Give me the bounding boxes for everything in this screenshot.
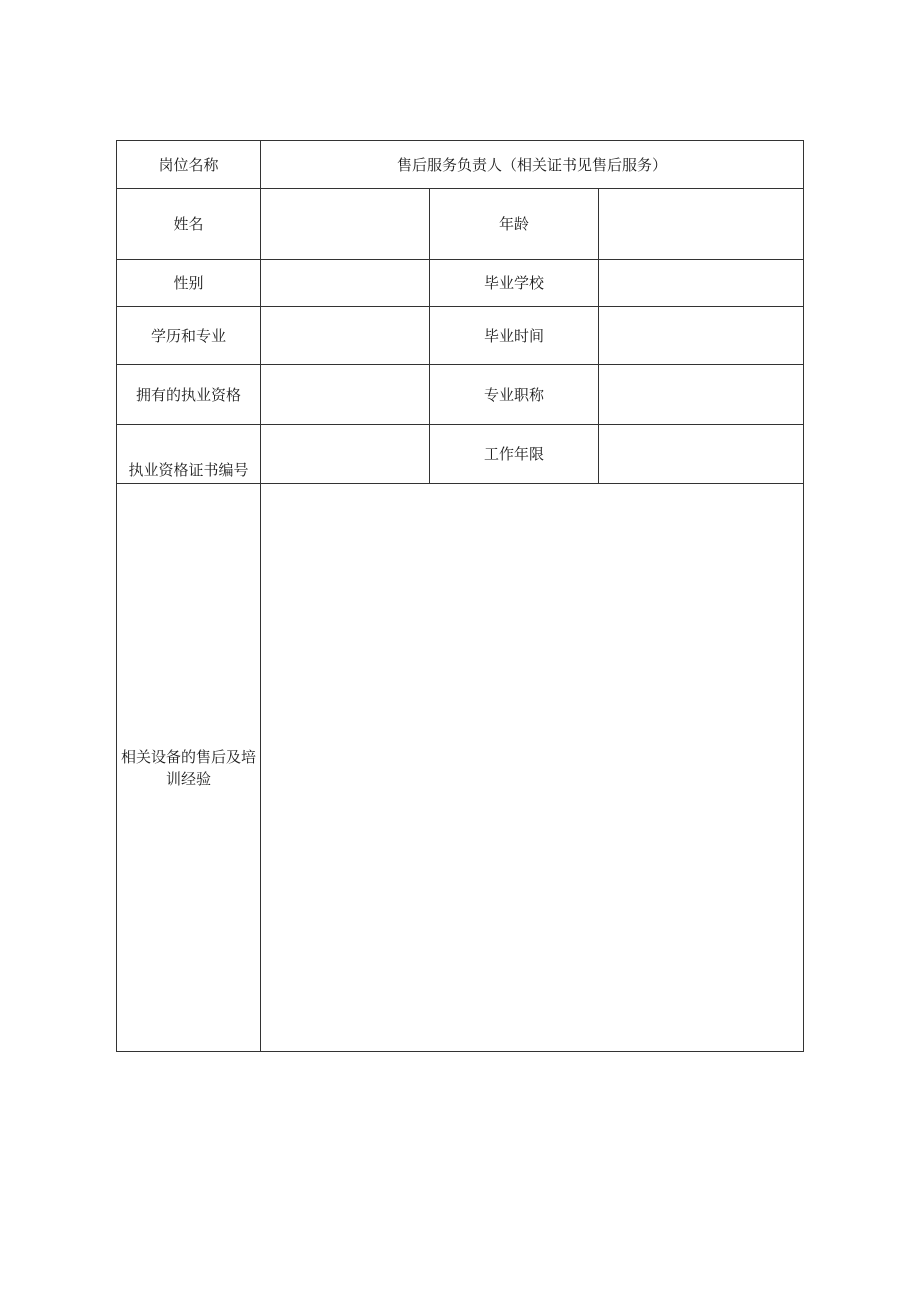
personnel-form-table <box>116 140 804 1052</box>
experience-label: 相关设备的售后及培训经验 <box>120 747 256 788</box>
school-label: 毕业学校 <box>430 260 599 307</box>
position-value: 售后服务负责人（相关证书见售后服务） <box>261 141 804 189</box>
professional-title-label: 专业职称 <box>430 365 599 425</box>
cert-no-label: 执业资格证书编号 <box>117 425 261 484</box>
row-experience <box>117 484 804 1052</box>
professional-title-value-cell[interactable] <box>599 365 804 425</box>
name-value-cell[interactable] <box>261 189 430 260</box>
work-years-value-cell[interactable] <box>599 425 804 484</box>
row-education-gradtime <box>117 307 804 365</box>
position-label: 岗位名称 <box>117 141 261 189</box>
school-value-cell[interactable] <box>599 260 804 307</box>
name-label: 姓名 <box>117 189 261 260</box>
gender-value-cell[interactable] <box>261 260 430 307</box>
age-value-cell[interactable] <box>599 189 804 260</box>
education-label: 学历和专业 <box>117 307 261 365</box>
row-position <box>117 141 804 189</box>
row-gender-school <box>117 260 804 307</box>
experience-value-cell[interactable] <box>261 484 804 1052</box>
row-name-age <box>117 189 804 260</box>
work-years-label: 工作年限 <box>430 425 599 484</box>
qualification-label: 拥有的执业资格 <box>117 365 261 425</box>
row-qualification-title <box>117 365 804 425</box>
grad-time-value-cell[interactable] <box>599 307 804 365</box>
gender-label: 性别 <box>117 260 261 307</box>
row-certno-workyears <box>117 425 804 484</box>
grad-time-label: 毕业时间 <box>430 307 599 365</box>
qualification-value-cell[interactable] <box>261 365 430 425</box>
education-value-cell[interactable] <box>261 307 430 365</box>
age-label: 年龄 <box>430 189 599 260</box>
experience-label-cell <box>117 484 261 1052</box>
cert-no-value-cell[interactable] <box>261 425 430 484</box>
